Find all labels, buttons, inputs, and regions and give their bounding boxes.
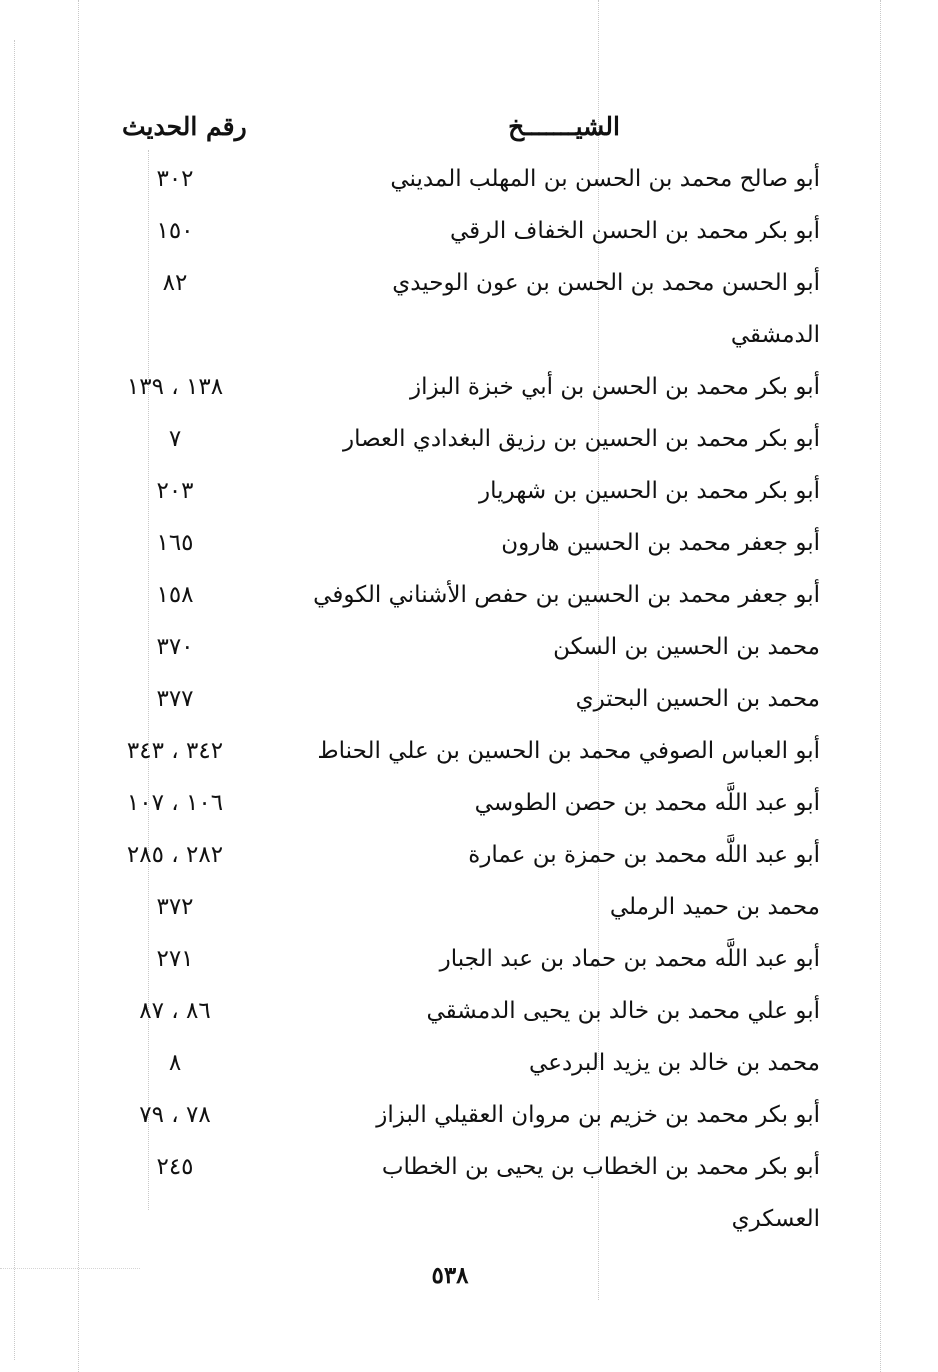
hadith-number: ٢٧١ [156,946,194,972]
narrator-name: أبو عبد اللَّه محمد بن حصن الطوسي [474,790,820,816]
list-item [100,1096,830,1148]
narrator-name: أبو بكر محمد بن الحسين بن شهريار [479,478,820,504]
hadith-number: ٣٤٢ ، ٣٤٣ [126,738,224,764]
list-item [100,784,830,836]
narrator-name: أبو بكر محمد بن الحسن بن أبي خبزة البزاز [410,374,820,400]
scan-artifact-line [14,40,15,1360]
hadith-number: ٢٠٣ [156,478,194,504]
scan-artifact-line [880,0,881,1372]
narrator-name: أبو عبد اللَّه محمد بن حماد بن عبد الجبار [439,946,820,972]
column-header-sheikh: الشيـــــــخ [508,112,620,141]
list-item [100,368,830,420]
narrator-name: محمد بن حميد الرملي [609,894,820,920]
list-item [100,524,830,576]
list-item-continuation [100,1200,830,1252]
narrator-name: محمد بن الحسين البحتري [575,686,820,712]
narrator-name: أبو عبد اللَّه محمد بن حمزة بن عمارة [468,842,820,868]
hadith-number: ١٥٨ [156,582,194,608]
narrator-name: أبو جعفر محمد بن الحسين هارون [501,530,820,556]
narrators-list [100,160,830,1252]
list-item [100,836,830,888]
narrator-name: أبو العباس الصوفي محمد بن الحسين بن علي الحناط [317,738,820,764]
narrator-name: أبو بكر محمد بن الحسين بن رزيق البغدادي العصار [342,426,820,452]
list-item [100,732,830,784]
list-item [100,940,830,992]
list-item [100,1044,830,1096]
narrator-name: الدمشقي [730,322,820,348]
list-item [100,420,830,472]
list-item [100,212,830,264]
list-item [100,1148,830,1200]
hadith-number: ٨٢ [162,270,188,296]
list-item [100,628,830,680]
narrator-name: أبو بكر محمد بن الحسن الخفاف الرقي [449,218,820,244]
narrator-name: العسكري [731,1206,820,1232]
page-number: ٥٣٨ [431,1262,469,1289]
narrator-name: أبو علي محمد بن خالد بن يحيى الدمشقي [426,998,820,1024]
list-item [100,680,830,732]
narrator-name: أبو بكر محمد بن خزيم بن مروان العقيلي البزاز [376,1102,820,1128]
hadith-number: ٢٤٥ [156,1154,194,1180]
hadith-number: ١٣٨ ، ١٣٩ [126,374,224,400]
table-header [100,112,830,156]
hadith-number: ٣٧٠ [156,634,194,660]
hadith-number: ٨ [168,1050,182,1076]
list-item [100,576,830,628]
list-item [100,888,830,940]
list-item-continuation [100,316,830,368]
list-item [100,264,830,316]
hadith-number: ١٥٠ [156,218,194,244]
list-item [100,472,830,524]
hadith-number: ١٦٥ [156,530,194,556]
narrator-name: محمد بن خالد بن يزيد البردعي [529,1050,820,1076]
list-item [100,992,830,1044]
hadith-number: ٣٠٢ [156,166,194,192]
list-item [100,160,830,212]
narrator-name: محمد بن الحسين بن السكن [553,634,820,660]
hadith-number: ٧٨ ، ٧٩ [139,1102,211,1128]
hadith-number: ٨٦ ، ٨٧ [139,998,211,1024]
narrator-name: أبو بكر محمد بن الخطاب بن يحيى بن الخطاب [381,1154,820,1180]
hadith-number: ٧ [168,426,182,452]
narrator-name: أبو صالح محمد بن الحسن بن المهلب المديني [390,166,820,192]
column-header-hadith-number: رقم الحديث [122,112,247,141]
hadith-number: ٢٨٢ ، ٢٨٥ [126,842,224,868]
hadith-number: ١٠٦ ، ١٠٧ [126,790,224,816]
narrator-name: أبو جعفر محمد بن الحسين بن حفص الأشناني الكوفي [313,582,820,608]
hadith-number: ٣٧٧ [156,686,194,712]
hadith-number: ٣٧٢ [156,894,194,920]
scan-artifact-line [78,0,79,1372]
narrator-name: أبو الحسن محمد بن الحسن بن عون الوحيدي [392,270,820,296]
